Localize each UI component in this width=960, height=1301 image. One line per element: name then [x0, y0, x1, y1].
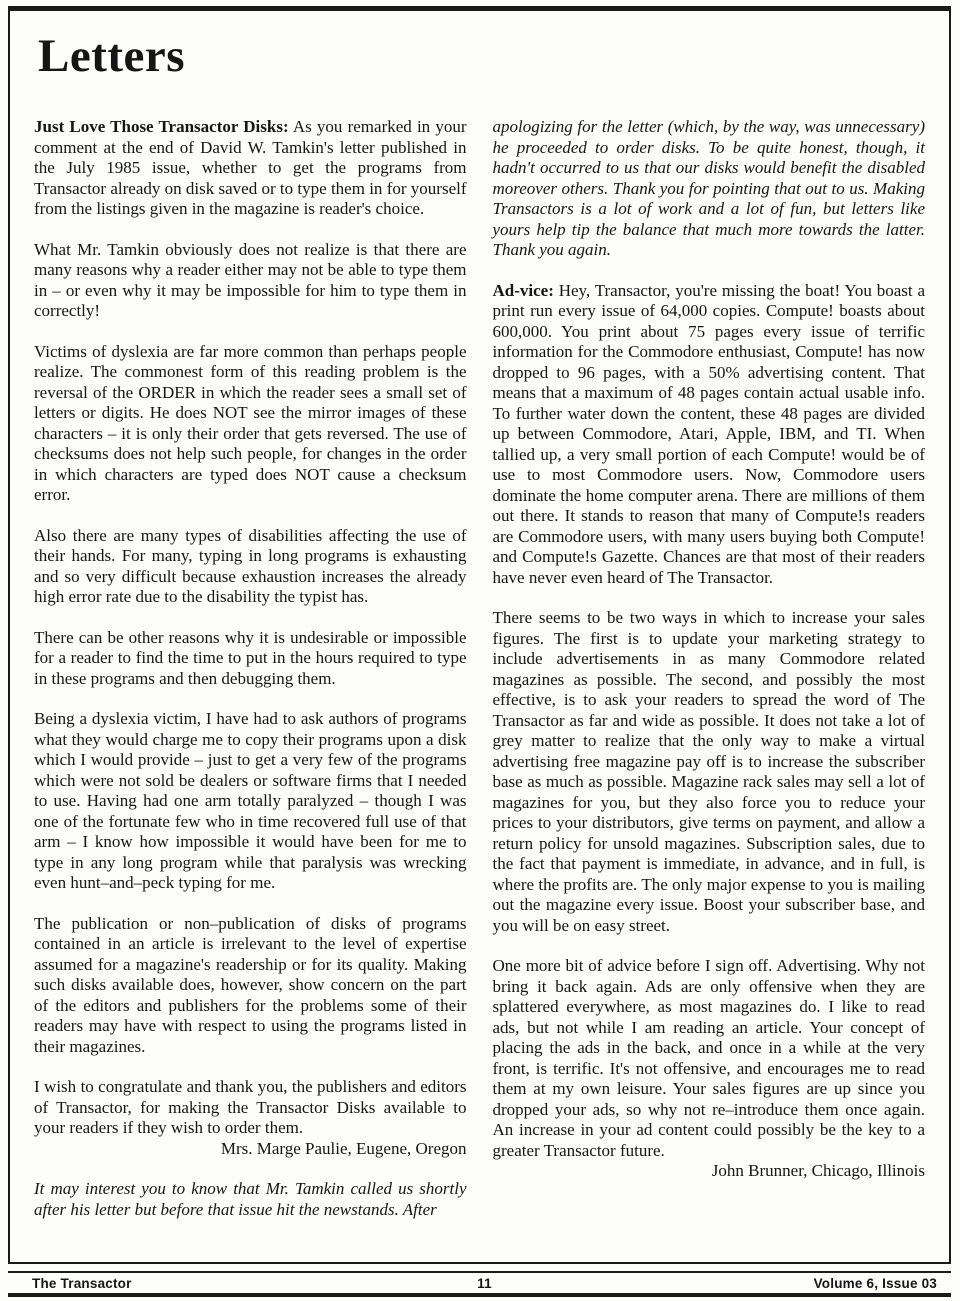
letter-title: Just Love Those Transactor Disks: [34, 117, 289, 136]
letter-paragraph [34, 914, 467, 1058]
paragraph-text: Also there are many types of disabilities affecting the use of their hands. For many, typing in long programs is exhausting and so very difficult because exhaustion increases the already high error rate due to the disability the typist has. [34, 525, 467, 606]
right-column [493, 117, 926, 1240]
page-title: Letters [38, 30, 186, 82]
paragraph-text: There can be other reasons why it is undesirable or impossible for a reader to find the time to put in the hours required to type in these programs and then debugging them. [34, 627, 467, 688]
letter-paragraph [34, 117, 467, 220]
paragraph-text: There seems to be two ways in which to increase your sales figures. The first is to update your marketing strategy to include advertisements in as many Commodore related magazines as possible. The second, and possibly the most effective, is to ask your readers to spread the word of The Transactor as far and wide as possible. It does not take a lot of grey matter to realize that the only way to make a virtual advertising free magazine pay off is to increase the subscriber base as much as possible. Magazine rack sales may sell a lot of magazines for you, but they also force you to reduce your prices to your distributors, give terms on payment, and allow a return policy for unsold magazines. Subscription sales, due to the fact that payment is immediate, in advance, and in full, is where the profits are. The only major expense to you is mailing out the magazine every issue. Boost your subscriber base, and you will be on easy street. [492, 608, 925, 935]
page-footer [8, 1271, 951, 1297]
left-column [34, 117, 467, 1240]
paragraph-text: It may interest you to know that Mr. Tamkin called us shortly after his letter but before that issue hit the newstands. After [34, 1179, 467, 1219]
two-column-layout [34, 117, 925, 1240]
paragraph-text: I wish to congratulate and thank you, the publishers and editors of Transactor, for making the Transactor Disks available to your readers if they wish to order them. [34, 1077, 467, 1137]
editor-reply-paragraph [34, 1179, 467, 1220]
footer-magazine-name: The Transactor [32, 1275, 132, 1291]
editor-reply-paragraph [493, 117, 926, 261]
paragraph-text: The publication or non–publication of disks of programs contained in an article is irrelevant to the level of expertise assumed for a magazine's readership or for its quality. Making such disks available does, however, show concern on the part of the editors and publishers for the problems some of their readers may have with respect to using the programs listed in their magazines. [34, 913, 467, 1056]
letter-paragraph [493, 281, 926, 589]
paragraph-text: Being a dyslexia victim, I have had to ask authors of programs what they would charge me to copy their programs upon a disk which I would provide – just to get a very few of the programs which were not sold be dealers or software firms that I needed to use. Having had one arm totally paralyzed – though I was one of the fortunate few who in time recovered full use of that arm – I know how impossible it would have been for me to type in any long program while that paralysis was wrecking even hunt–and–peck typing for me. [34, 709, 467, 892]
letter-paragraph [493, 608, 926, 936]
letter-paragraph [34, 240, 467, 322]
paragraph-text: Hey, Transactor, you're missing the boat! You boast a print run every issue of 64,000 copies. Compute! boasts about 600,000. You print about 75 pages every issue of terrific information for the Commodore enthusiast, Compute! has now dropped to 96 pages, with a 50% advertising content. That means that a maximum of 48 pages contain actual usable info. To further water down the content, these 48 pages are divided up between Commodore, Atari, Apple, IBM, and TI. When tallied up, a very small portion of each Compute! would be of use to most Commodore users. Now, Commodore users dominate the home computer arena. There are millions of them out there. It stands to reason that many of Compute!s readers are Commodore users, with many users buying both Compute! and Compute!s Gazette. Chances are that most of their readers have never even heard of The Transactor. [492, 280, 925, 587]
letter-paragraph [34, 342, 467, 506]
letter-paragraph [34, 1077, 467, 1139]
paragraph-text: One more bit of advice before I sign off. Advertising. Why not bring it back again. Ads are only offensive when they are splattered everywhere, as most magazines do. I like to read ads, but not while I am reading an article. Your concept of placing the ads in the back, and once in a while at the very front, is terrific. It's not offensive, and encourages me to read them at my own leisure. Your sales figures are up since you dropped your ads, so why not re–introduce them once again. An increase in your ad content could possibly be the key to a greater Transactor future. [492, 956, 925, 1160]
paragraph-text: Victims of dyslexia are far more common than perhaps people realize. The commonest form of this reading problem is the reversal of the ORDER in which the reader sees a small set of letters or digits. He does NOT see the mirror images of these characters – it is only their order that gets reversed. The use of checksums does not help such people, for changes in the order in which characters are typed does NOT cause a checksum error. [34, 341, 467, 504]
letter-paragraph [493, 956, 926, 1161]
footer-issue-label: Volume 6, Issue 03 [813, 1275, 938, 1291]
signature-text: John Brunner, Chicago, Illinois [711, 1161, 925, 1180]
magazine-page [8, 6, 951, 1264]
letter-signature [34, 1139, 467, 1160]
letter-paragraph [34, 709, 467, 894]
paragraph-text: As you remarked in your comment at the end of David W. Tamkin's letter published in the July 1985 issue, whether to get the programs from Transactor already on disk saved or to type them in for yourself from the listings given in the magazine is reader's choice. [34, 117, 467, 218]
letter-title: Ad-vice: [492, 280, 554, 300]
paragraph-text: What Mr. Tamkin obviously does not realize is that there are many reasons why a reader either may not be able to type them in – or even why it may be impossible for him to type them in correctly! [34, 239, 467, 320]
letter-paragraph [34, 628, 467, 690]
letter-paragraph [34, 526, 467, 608]
signature-text: Mrs. Marge Paulie, Eugene, Oregon [220, 1138, 467, 1158]
footer-page-number: 11 [477, 1275, 492, 1291]
letter-signature [493, 1161, 926, 1182]
paragraph-text: apologizing for the letter (which, by the way, was unnecessary) he proceeded to order disks. To be quite honest, though, it hadn't occurred to us that our disks would benefit the disabled moreover others. Thank you for pointing that out to us. Making Transactors is a lot of work and a lot of fun, but letters like yours help tip the balance that much more towards the latter. Thank you again. [492, 117, 925, 259]
